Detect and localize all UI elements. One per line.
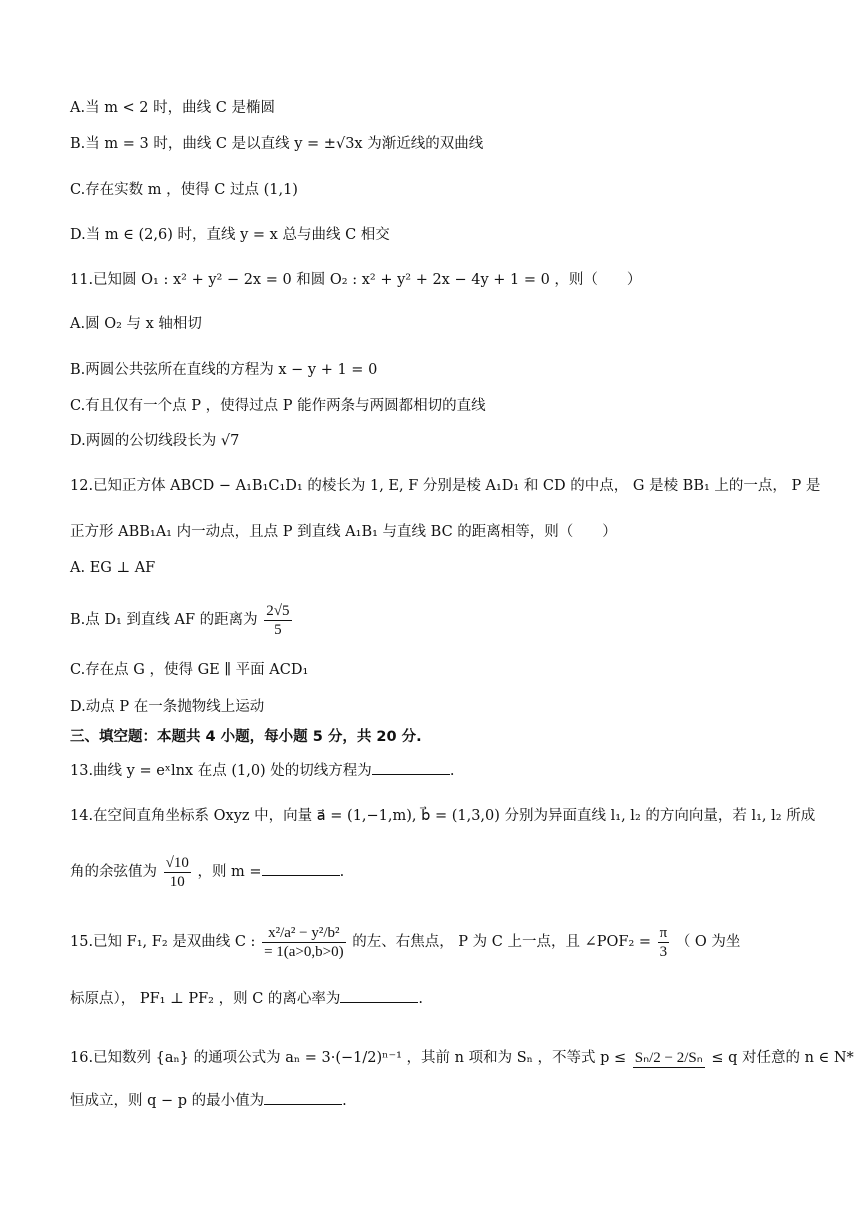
answer-blank [340, 988, 418, 1003]
option-12a: A. EG ⊥ AF [70, 560, 156, 576]
sn-expression [633, 1049, 705, 1068]
question-16-tail: ≤ q 对任意的 n ∈ N* [711, 1050, 854, 1066]
frac-num: x²/a² − y²/b² [262, 924, 346, 943]
option-12d: D.动点 P 在一条抛物线上运动 [70, 699, 265, 715]
answer-blank [372, 760, 450, 775]
option-10c: C.存在实数 m ，使得 C 过点 (1,1) [70, 182, 298, 198]
question-13: 13.曲线 y = eˣlnx 在点 (1,0) 处的切线方程为 . [70, 760, 800, 781]
section-heading-fill-in: 三、填空题：本题共 4 小题，每小题 5 分，共 20 分. [70, 729, 422, 745]
fraction-2root5-over-5 [264, 602, 291, 639]
frac-num: √10 [165, 854, 189, 871]
option-11d: D.两圆的公切线段长为 √7 [70, 433, 240, 449]
question-14-text: 角的余弦值为 [70, 864, 157, 880]
question-15-tail: （ O 为坐 [675, 934, 741, 950]
frac-num: 2√5 [266, 602, 290, 619]
question-14-cont: 角的余弦值为 $\frac{√10}{10}$ ，则 m = . [70, 854, 345, 890]
option-11b: B.两圆公共弦所在直线的方程为 x − y + 1 = 0 [70, 362, 378, 378]
question-13-text: 13.曲线 y = eˣlnx 在点 (1,0) 处的切线方程为 [70, 763, 372, 779]
frac-den: 3 [659, 943, 668, 960]
option-10b: B.当 m = 3 时，曲线 C 是以直线 y = ±√3x 为渐近线的双曲线 [70, 136, 484, 152]
question-15 [70, 920, 800, 964]
question-14: 14.在空间直角坐标系 Oxyz 中，向量 a⃗ = (1,−1,m), b⃗ = (1,3,0) 分别为异面直线 l₁, l₂ 的方向向量，若 l₁, l₂ 所成 [70, 808, 816, 824]
frac-num: Sₙ/2 − 2/Sₙ [634, 1049, 703, 1066]
question-14-tail: ，则 m = [197, 864, 262, 880]
answer-blank [262, 861, 340, 876]
option-12b [70, 600, 800, 640]
question-16-cont: 恒成立，则 q − p 的最小值为 . [70, 1090, 800, 1111]
frac-den: 5 [274, 621, 282, 638]
question-16-text: 16.已知数列 {aₙ} 的通项公式为 aₙ = 3·(−1/2)ⁿ⁻¹ ，其前 n 项和为 Sₙ ，不等式 p ≤ [70, 1050, 627, 1066]
question-11: 11.已知圆 O₁ : x² + y² − 2x = 0 和圆 O₂ : x² + y² + 2x − 4y + 1 = 0 ，则（ ） [70, 272, 642, 288]
question-16-cont-text: 恒成立，则 q − p 的最小值为 [70, 1093, 265, 1109]
question-15-text: 15.已知 F₁, F₂ 是双曲线 C : [70, 934, 256, 950]
question-16 [70, 1036, 854, 1080]
frac-num: π [659, 924, 668, 941]
frac-den: 10 [169, 873, 185, 890]
option-11a: A.圆 O₂ 与 x 轴相切 [70, 316, 202, 332]
frac-den: = 1(a>0,b>0) [264, 943, 344, 960]
option-10d: D.当 m ∈ (2,6) 时，直线 y = x 总与曲线 C 相交 [70, 227, 390, 243]
option-10a: A.当 m < 2 时，曲线 C 是椭圆 [70, 100, 275, 116]
option-12b-text: B.点 D₁ 到直线 AF 的距离为 [70, 612, 258, 628]
question-12-cont: 正方形 ABB₁A₁ 内一动点，且点 P 到直线 A₁B₁ 与直线 BC 的距离相等，则（ ） [70, 524, 617, 540]
question-15-cont-text: 标原点）， PF₁ ⊥ PF₂ ，则 C 的离心率为 [70, 991, 341, 1007]
question-15-cont: 标原点）， PF₁ ⊥ PF₂ ，则 C 的离心率为 . [70, 988, 800, 1009]
fraction-root10-over-10 [164, 854, 191, 891]
question-15-mid: 的左、右焦点， P 为 C 上一点，且 ∠POF₂ = [352, 934, 652, 950]
answer-blank [264, 1090, 342, 1105]
question-12: 12.已知正方体 ABCD − A₁B₁C₁D₁ 的棱长为 1, E, F 分别是棱 A₁D₁ 和 CD 的中点， G 是棱 BB₁ 上的一点， P 是 [70, 478, 821, 494]
hyperbola-equation [262, 924, 346, 961]
option-11c: C.有且仅有一个点 P ，使得过点 P 能作两条与两圆都相切的直线 [70, 398, 486, 414]
option-12c: C.存在点 G ，使得 GE ∥ 平面 ACD₁ [70, 662, 309, 678]
fraction-pi-over-3 [658, 924, 670, 961]
